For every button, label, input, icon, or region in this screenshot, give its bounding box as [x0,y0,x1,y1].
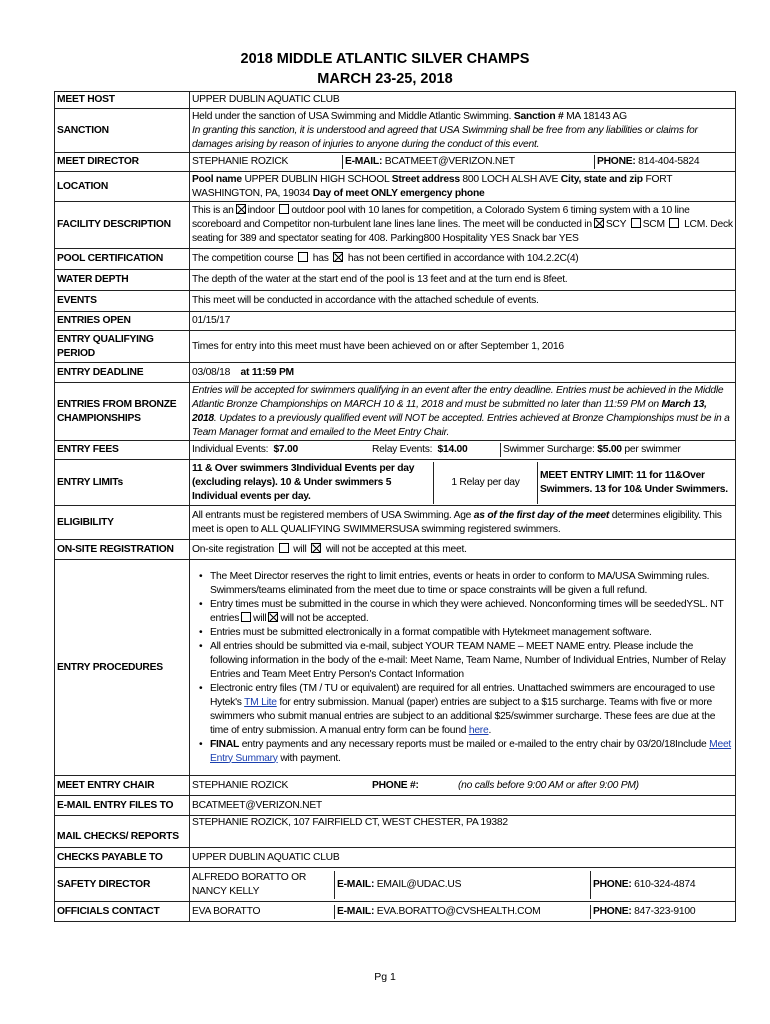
label-eligibility: ELIGIBILITY [55,506,190,540]
row-meet-host [55,92,736,109]
nt-will-not-checkbox[interactable] [268,612,278,622]
row-entry-chair [55,776,736,796]
list-item: • The Meet Director reserves the right to limit entries, events or heats in order to conform to MA/USA Swimming rules. Swimmers/teams eliminated from the meet due to time or space constraints will be given a full refund. [210,570,733,598]
list-item: • Entry times must be submitted in the course in which they were achieved. Nonconforming times will be seededYSL. NT entries will will not be accepted. [210,598,733,626]
label-officials-contact: OFFICIALS CONTACT [55,902,190,922]
lcm-checkbox[interactable] [669,218,679,228]
row-sanction [55,109,736,153]
fee-relay: Relay Events: $14.00 [372,444,468,455]
label-pool-cert: POOL CERTIFICATION [55,249,190,270]
row-entry-qualifying [55,331,736,363]
label-entry-limits: ENTRY LIMITs [55,460,190,506]
facility-value: This is an indoor outdoor pool with 10 lanes for competition, a Colorado System 6 timing system with a 10 line scoreboard and Competitor non-turbulent lane lines lane lines. The meet will be conducted in SCY SCM LCM. Deck seating for 389 and spectator seating for 408. Parking800 Hospitality YES Snack bar YES [190,202,736,249]
safety-phone: 610-324-4874 [634,878,696,890]
row-water-depth [55,270,736,291]
entry-qualifying-value: Times for entry into this meet must have been achieved on or after September 1, 2016 [190,331,736,363]
outdoor-checkbox[interactable] [279,204,289,214]
pool-cert-value: The competition course has has not been certified in accordance with 104.2.2C(4) [190,249,736,270]
fee-individual: Individual Events: $7.00 [192,444,298,455]
list-item: • Electronic entry files (TM / TU or equivalent) are required for all entries. Unattached swimmers are encouraged to use Hytek's TM Lite for entry submission. Manual (paper) entries are subject to a $15 surcharge. Teams with five or more swimmers who submit manual entries are subject to an additional $25/swimmer surcharge. These fees are due at the time of entry submission. A manual entry form can be found here. [210,682,733,738]
city: FORT WASHINGTON, PA, 19034 [192,173,673,199]
label-meet-host: MEET HOST [55,92,190,109]
sanction-number: MA 18143 AG [566,110,627,122]
sanction-disclaimer: In granting this sanction, it is understood and agreed that USA Swimming shall be free from any liabilities or claims for damages arising by reason of injuries to anyone during the conduct of this event. [192,124,698,150]
entries-open-value: 01/15/17 [190,312,736,331]
label-entry-chair: MEET ENTRY CHAIR [55,776,190,796]
safety-phone-cell: PHONE: 610-324-4874 [590,871,735,899]
officials-phone: 847-323-9100 [634,905,696,917]
label-events: EVENTS [55,291,190,312]
meet-dates: MARCH 23-25, 2018 [317,71,453,87]
sanction-number-label: Sanction # [513,110,564,122]
officials-name: EVA BORATTO [192,905,261,917]
entry-chair-phone-label: PHONE #: [372,779,419,791]
location-value [190,172,736,202]
page-number: Pg 1 [374,971,396,983]
limit-individual: 11 & Over swimmers 3Individual Events per day (excluding relays). 10 & Under swimmers 5 Individual events per day. [192,462,415,502]
row-mail-checks [55,816,736,848]
row-entry-fees [55,441,736,460]
sanction-value [190,109,736,153]
has-checkbox[interactable] [298,252,308,262]
meet-info-table [54,91,736,922]
water-depth-value: The depth of the water at the start end of the pool is 13 feet and at the turn end is 8feet. [190,270,736,291]
row-entry-procedures [55,560,736,776]
events-value: This meet will be conducted in accordance with the attached schedule of events. [190,291,736,312]
city-label: City, state and zip [560,173,643,185]
scy-checkbox[interactable] [594,218,604,228]
mail-checks-value: STEPHANIE ROZICK, 107 FAIRFIELD CT, WEST CHESTER, PA 19382 [190,816,736,848]
row-entry-deadline [55,363,736,383]
manual-form-link[interactable]: here [468,724,489,736]
director-phone-label: PHONE: [597,156,636,167]
row-meet-director [55,153,736,172]
emergency-phone-label: Day of meet ONLY emergency phone [312,187,485,199]
has-not-checkbox[interactable] [333,252,343,262]
label-safety-director: SAFETY DIRECTOR [55,868,190,902]
row-safety-director [55,868,736,902]
list-item: • All entries should be submitted via e-mail, subject YOUR TEAM NAME – MEET NAME entry. Please include the following information in the body of the e-mail: Meet Name, Team Name, Number of Individual Entries, Number of Relay Entries and Team Meet Entry Person's Contact Information [210,640,733,682]
director-email: BCATMEET@VERIZON.NET [384,156,515,167]
onsite-will-not-checkbox[interactable] [311,543,321,553]
director-email-cell [342,155,594,169]
indoor-checkbox[interactable] [236,204,246,214]
label-entry-procedures: ENTRY PROCEDURES [55,560,190,776]
pool-name: UPPER DUBLIN HIGH SCHOOL [244,173,390,185]
onsite-value: On-site registration will will not be accepted at this meet. [190,540,736,560]
officials-phone-cell: PHONE: 847-323-9100 [590,905,735,919]
nt-will-checkbox[interactable] [241,612,251,622]
entry-deadline-value: 03/08/18 at 11:59 PM [190,363,736,383]
row-checks-payable [55,848,736,868]
label-mail-checks: MAIL CHECKS/ REPORTS [55,816,190,848]
label-entry-deadline: ENTRY DEADLINE [55,363,190,383]
meet-entry-summary-link[interactable]: Meet Entry Summary [210,738,732,764]
list-item: • Entries must be submitted electronically in a format compatible with Hytekmeet management software. [210,626,733,640]
entries-bronze-value: Entries will be accepted for swimmers qualifying in an event after the entry deadline. Entries must be achieved in the Middle Atlantic Bronze Championships on MARCH 10 & 11, 2018 and must be submitted no later than 11:59 PM on March 13, 2018. Updates to a previously qualified event will NOT be accepted. Entries achieved at Bronze Championships must be in a Team Manager format and emailed to the Meet Entry Chair. [190,383,736,441]
label-entry-fees: ENTRY FEES [55,441,190,460]
label-water-depth: WATER DEPTH [55,270,190,291]
officials-email-cell: E-MAIL: EVA.BORATTO@CVSHEALTH.COM [334,905,590,919]
pool-name-label: Pool name [192,173,242,185]
safety-email-cell: E-MAIL: EMAIL@UDAC.US [334,871,590,899]
row-events [55,291,736,312]
label-facility: FACILITY DESCRIPTION [55,202,190,249]
row-eligibility [55,506,736,540]
safety-email: EMAIL@UDAC.US [376,878,462,890]
street-label: Street address [391,173,460,185]
director-phone-cell [594,155,735,169]
label-location: LOCATION [55,172,190,202]
director-name: STEPHANIE ROZICK [192,156,289,167]
director-phone: 814-404-5824 [638,156,700,167]
officials-email: EVA.BORATTO@CVSHEALTH.COM [376,905,541,917]
tm-lite-link[interactable]: TM Lite [244,696,277,708]
checks-payable-value: UPPER DUBLIN AQUATIC CLUB [190,848,736,868]
document-title: 2018 MIDDLE ATLANTIC SILVER CHAMPS [240,51,530,67]
limit-relay: 1 Relay per day [433,462,537,504]
row-facility [55,202,736,249]
row-entry-limits [55,460,736,506]
label-meet-director: MEET DIRECTOR [55,153,190,172]
email-files-value: BCATMEET@VERIZON.NET [190,796,736,816]
label-entries-open: ENTRIES OPEN [55,312,190,331]
label-entries-bronze: ENTRIES FROM BRONZE CHAMPIONSHIPS [55,383,190,441]
row-onsite [55,540,736,560]
row-entries-open [55,312,736,331]
label-checks-payable: CHECKS PAYABLE TO [55,848,190,868]
label-sanction: SANCTION [55,109,190,153]
street: 800 LOCH ALSH AVE [462,173,559,185]
entry-chair-phone-note: (no calls before 9:00 AM or after 9:00 PM) [458,779,639,791]
label-email-files: E-MAIL ENTRY FILES TO [55,796,190,816]
safety-director-name: ALFREDO BORATTO OR NANCY KELLY [192,871,307,897]
label-entry-qualifying: ENTRY QUALIFYING PERIOD [55,331,190,363]
row-pool-cert [55,249,736,270]
row-location [55,172,736,202]
meet-host-value: UPPER DUBLIN AQUATIC CLUB [190,92,736,109]
row-email-files [55,796,736,816]
onsite-will-checkbox[interactable] [279,543,289,553]
label-onsite: ON-SITE REGISTRATION [55,540,190,560]
procedures-list [194,570,733,766]
list-item: • FINAL entry payments and any necessary reports must be mailed or e-mailed to the entry chair by 03/20/18Include Meet Entry Summary with payment. [210,738,733,766]
sanction-line: Held under the sanction of USA Swimming and Middle Atlantic Swimming. [192,110,512,122]
eligibility-value: All entrants must be registered members of USA Swimming. Age as of the first day of the meet determines eligibility. This meet is open to ALL QUALIFYING SWIMMERSUSA swimming registered swimmers. [190,506,736,540]
director-email-label: E-MAIL: [345,156,383,167]
fee-surcharge: Swimmer Surcharge: $5.00 per swimmer [500,443,735,457]
meet-entry-limit: MEET ENTRY LIMIT: 11 for 11&Over Swimmers. 13 for 10& Under Swimmers. [537,462,735,504]
row-officials-contact [55,902,736,922]
entry-chair-name: STEPHANIE ROZICK [192,779,289,791]
scm-checkbox[interactable] [631,218,641,228]
row-entries-bronze [55,383,736,441]
